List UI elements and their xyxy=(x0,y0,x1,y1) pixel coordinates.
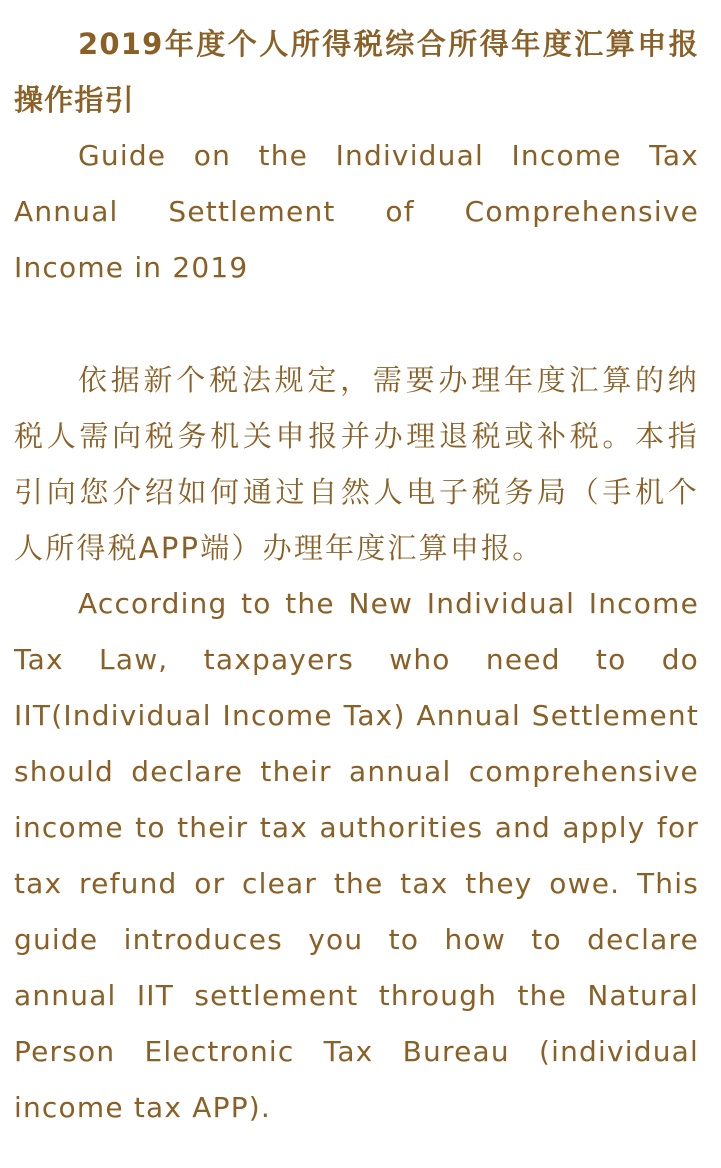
article xyxy=(14,16,699,1136)
intro-chinese: 依据新个税法规定，需要办理年度汇算的纳税人需向税务机关申报并办理退税或补税。本指引向您介绍如何通过自然人电子税务局（手机个人所得税APP端）办理年度汇算申报。 xyxy=(14,363,699,565)
paragraph-spacer xyxy=(14,296,699,352)
intro-english: According to the New Individual Income Tax Law, taxpayers who need to do IIT(Individual Income Tax) Annual Settlement should declare their annual comprehensive income to their tax authorities and apply for tax refund or clear the tax they owe. This guide introduces you to how to declare annual IIT settlement through the Natural Person Electronic Tax Bureau (individual income tax APP). xyxy=(14,587,699,1124)
title-chinese: 2019年度个人所得税综合所得年度汇算申报操作指引 xyxy=(14,27,699,117)
title-english: Guide on the Individual Income Tax Annual Settlement of Comprehensive Income in 2019 xyxy=(14,139,699,284)
